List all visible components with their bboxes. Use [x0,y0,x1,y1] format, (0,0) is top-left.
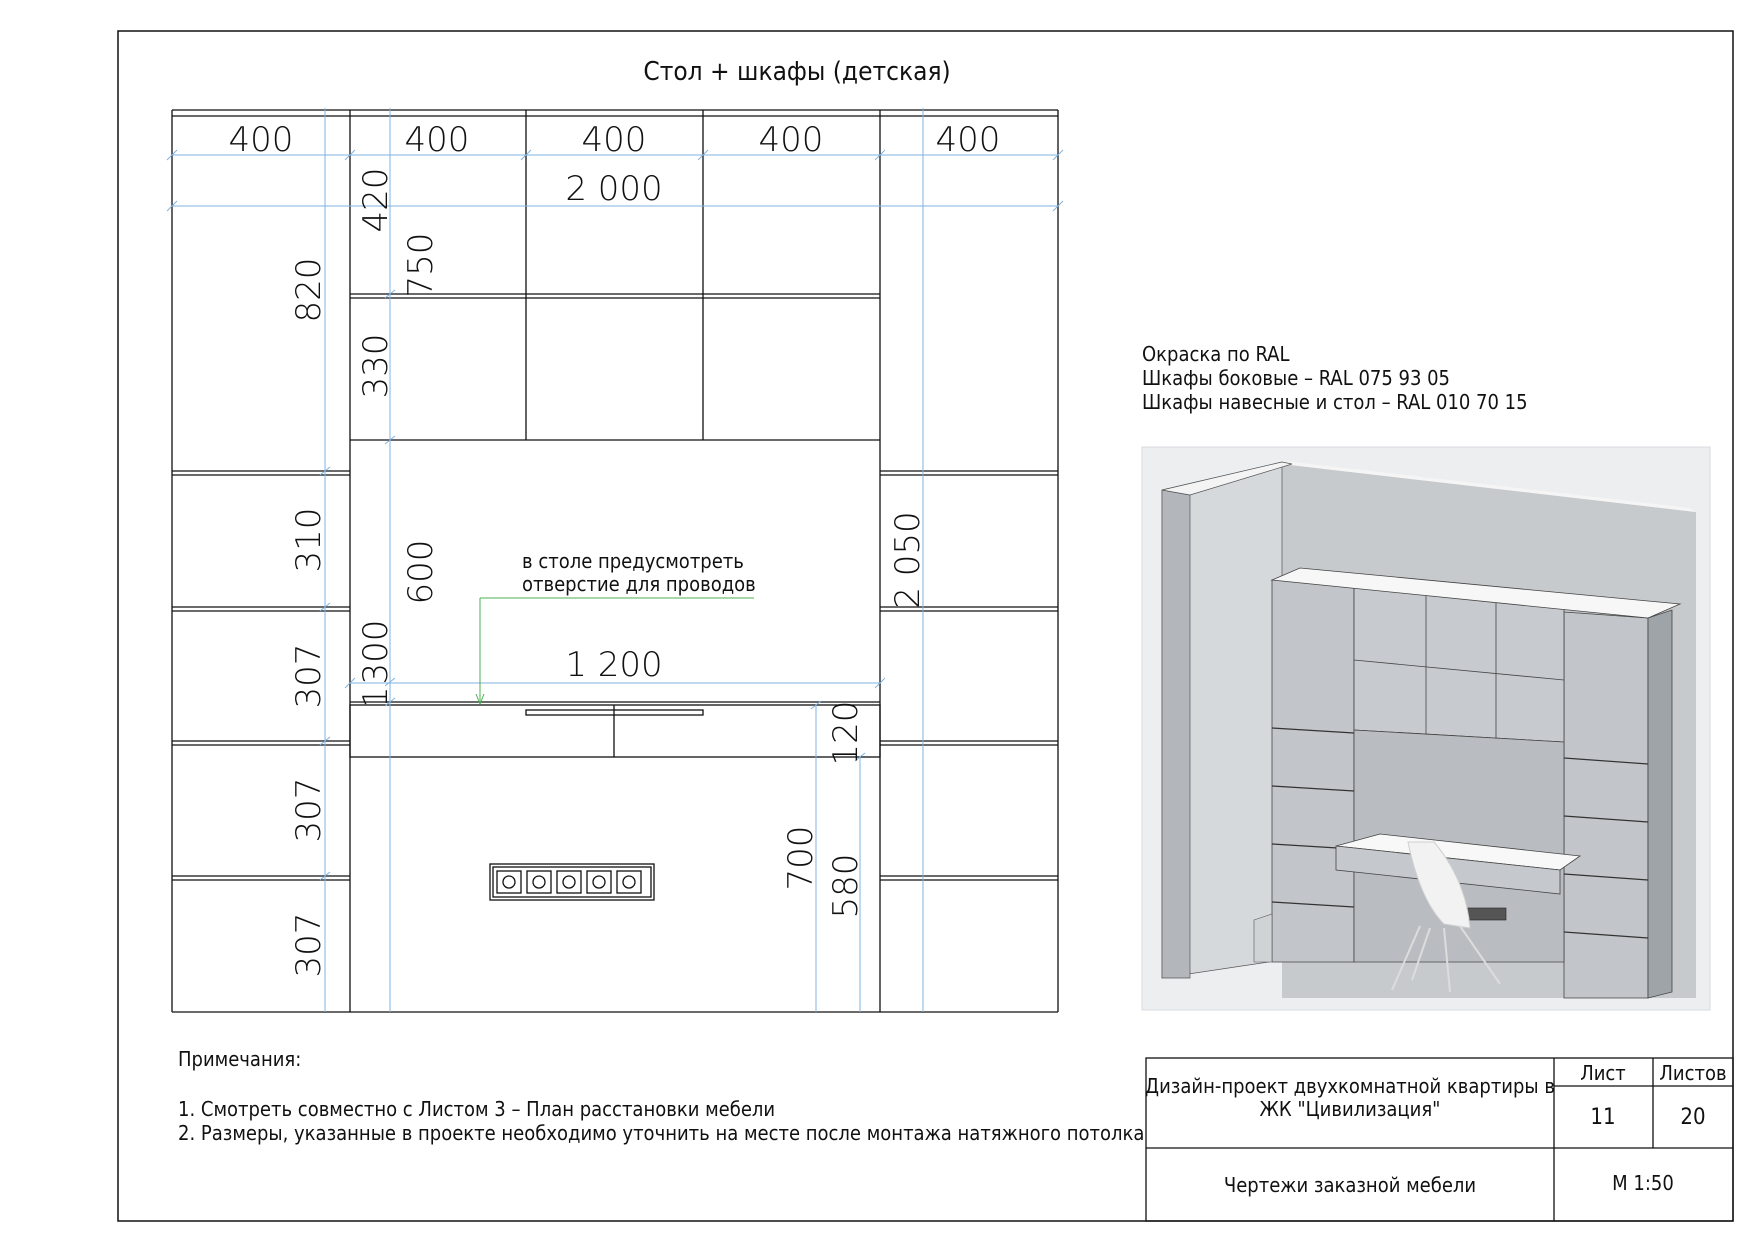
desk-note-line-1: в столе предусмотреть [522,549,744,573]
note-1: 1. Смотреть совместно с Листом 3 – План расстановки мебели [178,1097,776,1121]
sheets-label: Листов [1659,1061,1727,1085]
dim-overall-width: 2 000 [565,169,663,209]
dim-desk-700: 700 [781,825,821,891]
dim-upper-750: 750 [401,232,441,298]
drawing-name: Чертежи заказной мебели [1223,1173,1477,1197]
dim-desk-width: 1 200 [565,645,663,685]
sheets-total: 20 [1680,1105,1706,1130]
dim-left-310: 310 [289,507,329,573]
furniture-render [1142,447,1710,1010]
desk-note-line-2: отверстие для проводов [522,572,756,596]
project-name-line-1: Дизайн-проект двухкомнатной квартиры в [1145,1074,1555,1098]
dim-width-5: 400 [935,120,1001,160]
dim-mid-330: 330 [356,333,396,399]
dim-upper-420: 420 [356,167,396,233]
sheet-label: Лист [1580,1061,1626,1085]
dim-niche-300: 300 [356,619,396,685]
drawing-scale: М 1:50 [1612,1171,1674,1195]
notes-heading: Примечания: [178,1047,302,1071]
dim-width-1: 400 [228,120,294,160]
dim-left-820: 820 [289,257,329,323]
dim-socket-580: 580 [826,853,866,919]
dim-desk-120: 120 [826,700,866,766]
project-name-line-2: ЖК "Цивилизация" [1259,1097,1441,1121]
note-2: 2. Размеры, указанные в проекте необходимо уточнить на месте после монтажа натяжного потолка [178,1121,1145,1145]
dim-right-2050: 2 050 [888,511,928,609]
dim-left-307-c: 307 [289,912,329,978]
ral-note-2: Шкафы боковые – RAL 075 93 05 [1142,366,1450,390]
dim-width-2: 400 [404,120,470,160]
dim-tiny-1: 1 [356,686,396,708]
ral-note-1: Окраска по RAL [1142,342,1290,366]
dim-left-307-a: 307 [289,643,329,709]
drawing-title: Стол + шкафы (детская) [643,57,951,87]
ral-note-3: Шкафы навесные и стол – RAL 010 70 15 [1142,390,1528,414]
socket-block [490,864,654,900]
dim-left-307-b: 307 [289,777,329,843]
sheet-number: 11 [1590,1105,1616,1130]
dim-niche-600: 600 [401,539,441,605]
dim-width-3: 400 [581,120,647,160]
dim-width-4: 400 [758,120,824,160]
desk [350,705,880,757]
